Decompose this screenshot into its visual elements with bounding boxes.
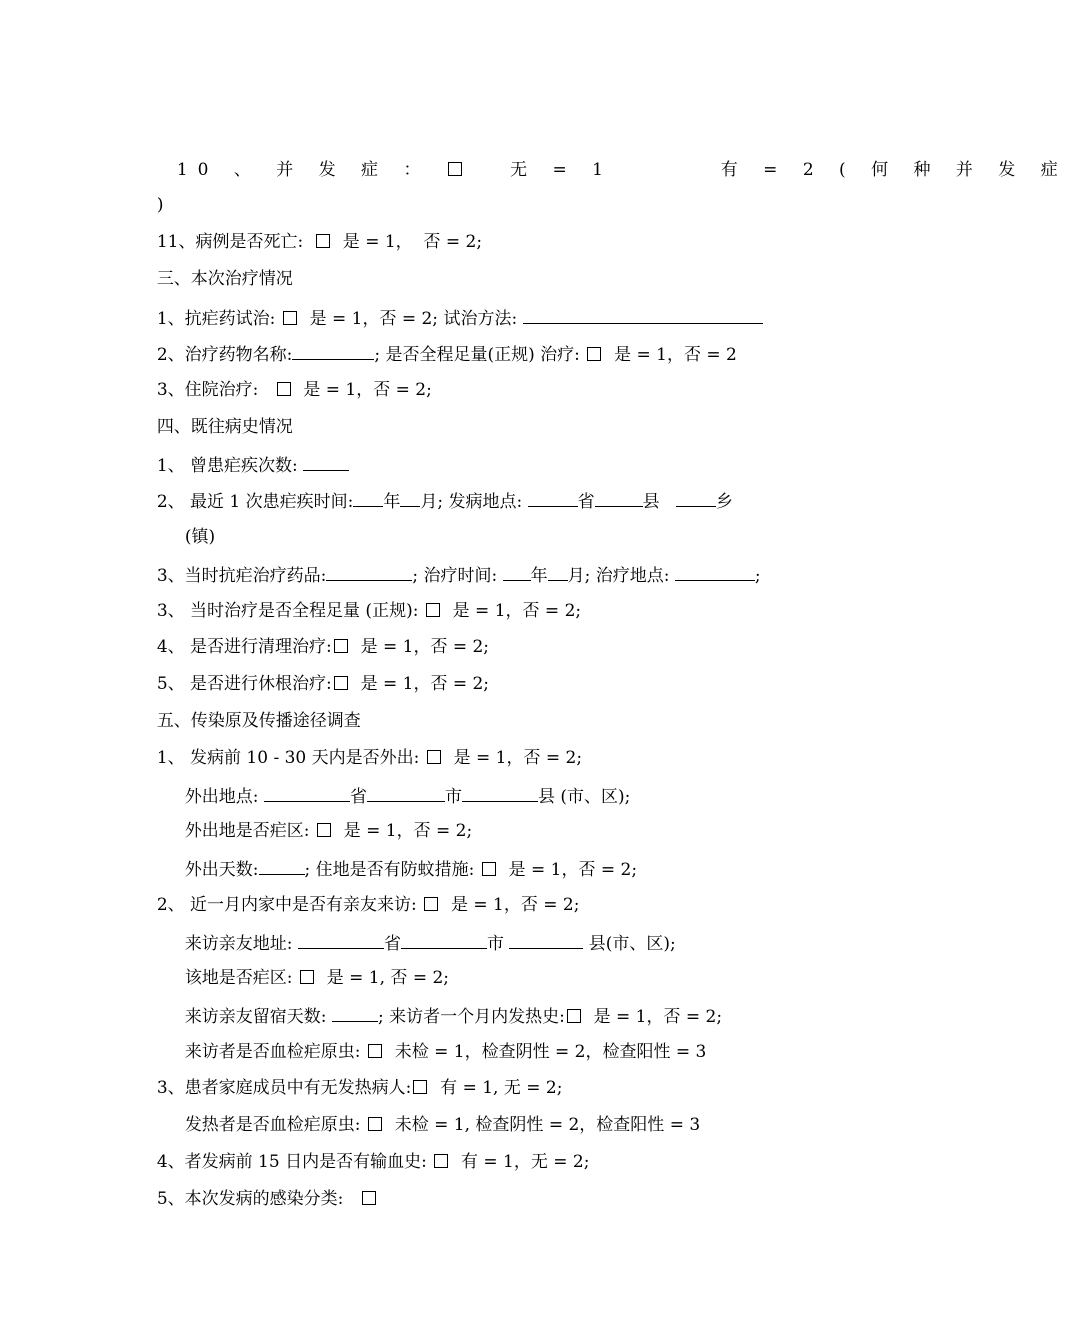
travel-malaria-area-label: 外出地是否疟区: xyxy=(184,821,315,841)
malaria-count-label: 1、 曾患疟疾次数: xyxy=(156,456,304,476)
travel-city-label: 市 xyxy=(444,787,462,807)
infection-class-checkbox[interactable] xyxy=(362,1191,376,1205)
travel-place-label: 外出地点: xyxy=(184,787,264,807)
clearance-options: 是 = 1，否 = 2; xyxy=(349,637,490,657)
complication-checkbox[interactable] xyxy=(448,162,462,176)
visitor-area-label: 该地是否疟区: xyxy=(184,968,298,988)
travel-county-label: 县 (市、区); xyxy=(537,787,631,807)
mosquito-measures-options: 是 = 1，否 = 2; xyxy=(497,860,638,880)
town-label: (镇) xyxy=(184,527,216,547)
section-5-title: 五、传染原及传播途径调查 xyxy=(156,711,361,731)
visitor-address-label: 来访亲友地址: xyxy=(184,934,298,954)
visitor-city-label: 市 xyxy=(486,934,510,954)
travel-days-label: 外出天数: xyxy=(184,860,259,880)
onset-province-field[interactable] xyxy=(528,489,578,507)
onset-township-field[interactable] xyxy=(676,489,716,507)
fever-blood-label: 发热者是否血检疟原虫: xyxy=(184,1115,366,1135)
clearance-label: 4、 是否进行清理治疗: xyxy=(156,637,332,657)
visitor-fever-label: ; 来访者一个月内发热史: xyxy=(377,1007,565,1027)
visitor-county-field[interactable] xyxy=(509,931,583,949)
trial-treatment-options: 是 = 1，否 = 2; 试治方法: xyxy=(298,309,523,329)
radical-label: 5、 是否进行休根治疗: xyxy=(156,674,332,694)
past-full-course-label: 3、 当时治疗是否全程足量 (正规): xyxy=(156,601,424,621)
drug-name-label: 2、治疗药物名称: xyxy=(156,345,293,365)
province-label: 省 xyxy=(577,492,595,512)
complication-close-paren: ) xyxy=(156,195,164,215)
full-course-options: 是 = 1，否 = 2 xyxy=(603,345,737,365)
semicolon: ; xyxy=(754,566,761,586)
last-malaria-line xyxy=(146,467,733,513)
complication-label: 10 、 并 发 症 ： xyxy=(176,160,446,180)
radical-options: 是 = 1，否 = 2; xyxy=(349,674,490,694)
onset-place-label: 月; 发病地点: xyxy=(420,492,528,512)
section-3-title: 三、本次治疗情况 xyxy=(156,269,293,289)
infection-class-line xyxy=(146,1166,378,1210)
travel-malaria-area-options: 是 = 1，否 = 2; xyxy=(332,821,473,841)
travel-label: 1、 发病前 10 - 30 天内是否外出: xyxy=(156,748,425,768)
past-treat-time-label: ; 治疗时间: xyxy=(412,566,503,586)
transfusion-checkbox[interactable] xyxy=(434,1154,448,1168)
death-options: 是 = 1， 否 = 2; xyxy=(331,232,483,252)
visitor-area-options: 是 = 1, 否 = 2; xyxy=(315,968,450,988)
past-year-label: 年 xyxy=(530,566,548,586)
visitor-label: 2、 近一月内家中是否有亲友来访: xyxy=(156,895,423,915)
hospital-options: 是 = 1，否 = 2; xyxy=(292,380,432,400)
last-year-field[interactable] xyxy=(353,489,383,507)
full-course-label: ; 是否全程足量(正规) 治疗: xyxy=(374,345,586,365)
death-checkbox[interactable] xyxy=(316,234,330,248)
travel-province-label: 省 xyxy=(349,787,367,807)
visitor-county-label: 县(市、区); xyxy=(583,934,676,954)
township-label: 乡 xyxy=(715,492,733,512)
visitor-stay-label: 来访亲友留宿天数: xyxy=(184,1007,332,1027)
full-course-checkbox[interactable] xyxy=(587,347,601,361)
complication-options: 无 = 1 有 = 2 ( 何 种 并 发 症 xyxy=(463,160,1068,180)
past-treat-place-field[interactable] xyxy=(675,563,755,581)
infection-class-label: 5、本次发病的感染分类: xyxy=(156,1189,360,1209)
family-fever-options: 有 = 1, 无 = 2; xyxy=(429,1078,563,1098)
past-treat-place-label: 月; 治疗地点: xyxy=(567,566,675,586)
last-month-field[interactable] xyxy=(400,489,420,507)
visitor-options: 是 = 1，否 = 2; xyxy=(440,895,580,915)
mosquito-measures-label: ; 住地是否有防蚊措施: xyxy=(304,860,480,880)
trial-treatment-label: 1、抗疟药试治: xyxy=(156,309,281,329)
year-label: 年 xyxy=(383,492,401,512)
onset-county-field[interactable] xyxy=(595,489,643,507)
complication-line xyxy=(146,137,1068,181)
fever-blood-options: 未检 = 1, 检查阴性 = 2，检查阳性 = 3 xyxy=(383,1115,701,1135)
visitor-province-label: 省 xyxy=(383,934,401,954)
travel-county-field[interactable] xyxy=(462,784,538,802)
transfusion-label: 4、者发病前 15 日内是否有输血史: xyxy=(156,1152,433,1172)
travel-options: 是 = 1，否 = 2; xyxy=(442,748,583,768)
visitor-blood-options: 未检 = 1，检查阴性 = 2，检查阳性 = 3 xyxy=(383,1042,707,1062)
past-full-course-options: 是 = 1，否 = 2; xyxy=(441,601,582,621)
family-fever-label: 3、患者家庭成员中有无发热病人: xyxy=(156,1078,412,1098)
visitor-blood-label: 来访者是否血检疟原虫: xyxy=(184,1042,366,1062)
visitor-fever-options: 是 = 1，否 = 2; xyxy=(582,1007,723,1027)
transfusion-options: 有 = 1，无 = 2; xyxy=(450,1152,590,1172)
last-malaria-label: 2、 最近 1 次患疟疾时间: xyxy=(156,492,354,512)
county-label: 县 xyxy=(642,492,676,512)
past-drug-label: 3、当时抗疟治疗药品: xyxy=(156,566,327,586)
section-4-title: 四、既往病史情况 xyxy=(156,417,293,437)
hospital-label: 3、住院治疗: xyxy=(156,380,275,400)
death-label: 11、病例是否死亡: xyxy=(156,232,314,252)
